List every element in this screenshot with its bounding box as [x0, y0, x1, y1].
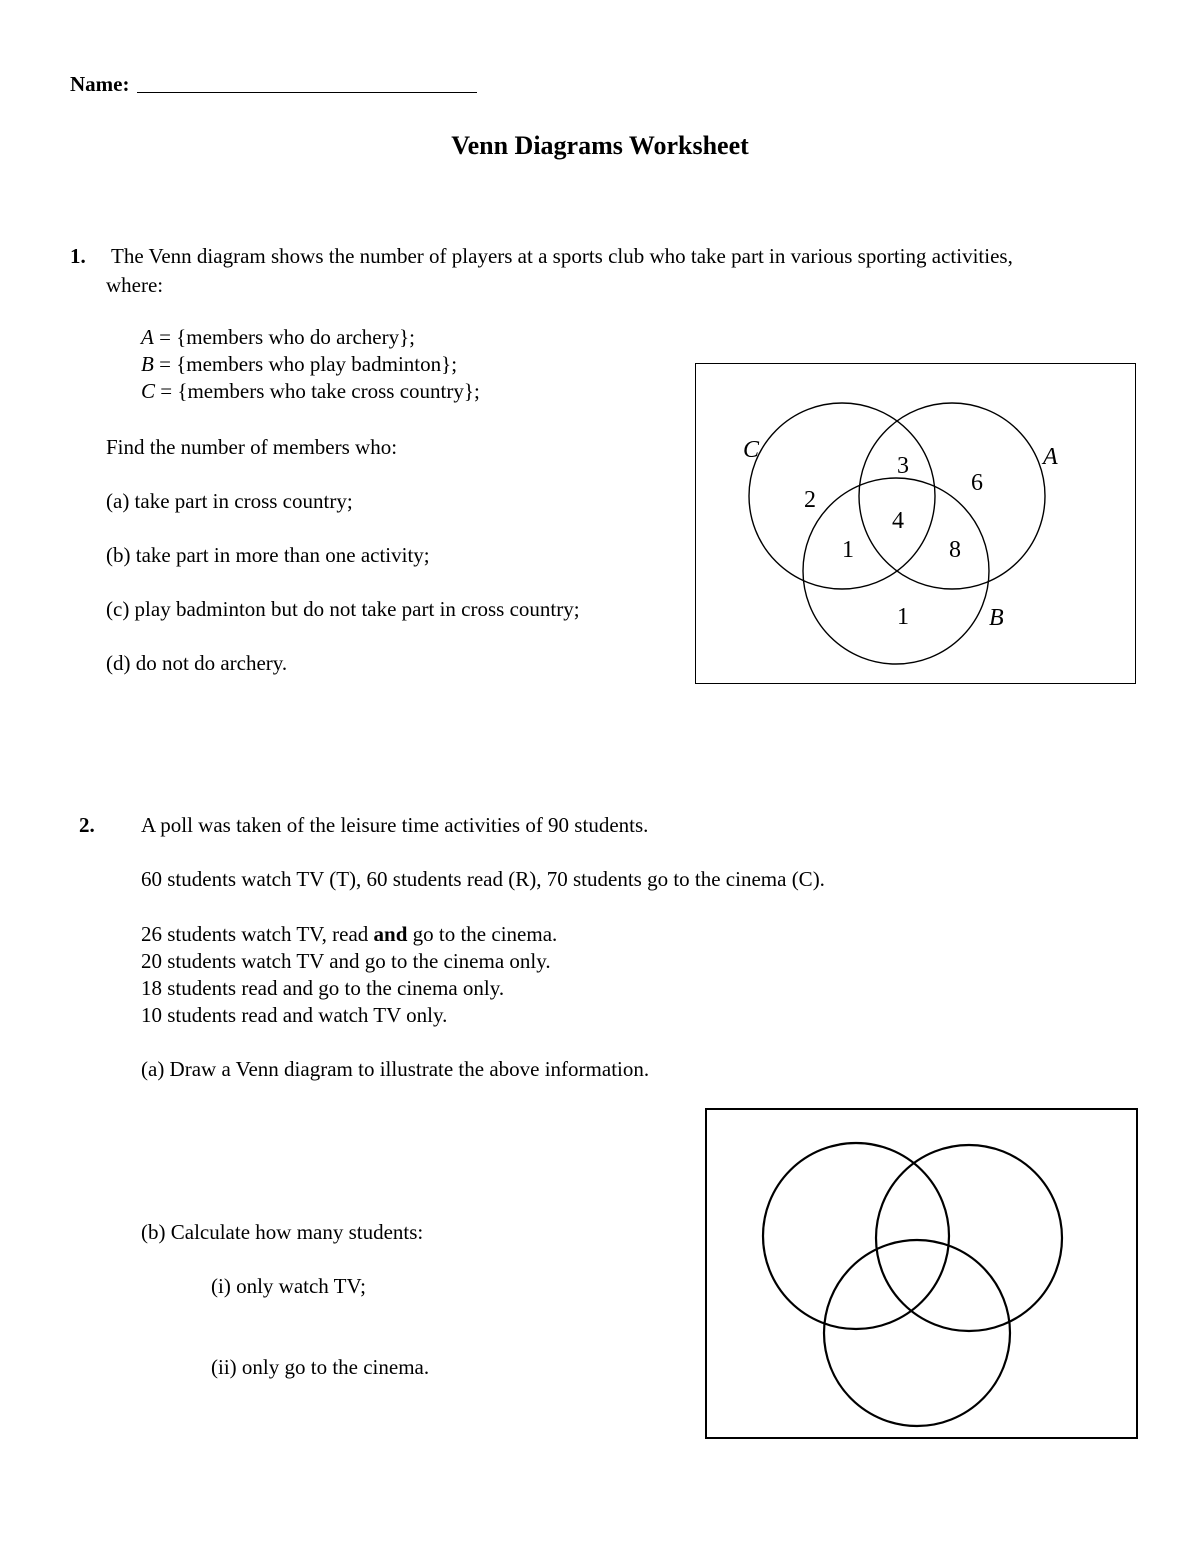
q1-intro-line1: The Venn diagram shows the number of players at a sports club who take part in various sporting activities,: [111, 244, 1013, 268]
q2-part-b-ii: (ii) only go to the cinema.: [211, 1355, 430, 1379]
q2-blank-venn-diagram[interactable]: [705, 1108, 1138, 1439]
blank-venn-circle-bottom: [824, 1240, 1010, 1426]
q2-fact-1-pre: 26 students watch TV, read: [141, 922, 374, 946]
name-label: Name:: [70, 72, 130, 96]
blank-venn-circle-left: [763, 1143, 949, 1329]
blank-venn-circle-right: [876, 1145, 1062, 1331]
q1-part-b: (b) take part in more than one activity;: [106, 543, 430, 567]
q1-venn-svg: [695, 363, 1136, 684]
venn-region-a-only: 6: [970, 469, 983, 496]
venn-region-c-b: 1: [841, 536, 854, 563]
set-b-symbol: B: [141, 352, 154, 376]
q1-number: 1.: [70, 244, 86, 268]
venn-region-a-b: 8: [948, 536, 961, 563]
q1-part-d: (d) do not do archery.: [106, 651, 288, 675]
venn-region-c-only: 2: [803, 486, 816, 513]
q2-number: 2.: [79, 813, 95, 837]
venn-region-c-a: 3: [896, 452, 909, 479]
venn-region-b-only: 1: [896, 603, 909, 630]
q1-part-a: (a) take part in cross country;: [106, 489, 353, 513]
q2-fact-3: 18 students read and go to the cinema only.: [141, 976, 505, 1000]
q2-part-a: (a) Draw a Venn diagram to illustrate the above information.: [141, 1057, 650, 1081]
q2-intro: A poll was taken of the leisure time activities of 90 students.: [141, 813, 649, 837]
q1-set-c-definition: [141, 379, 480, 404]
set-b-text: = {members who play badminton};: [153, 352, 458, 376]
q2-part-b: (b) Calculate how many students:: [141, 1220, 424, 1244]
q1-intro-line2: where:: [106, 273, 164, 297]
venn-label-b: B: [988, 604, 1004, 631]
q2-fact-1: [141, 922, 557, 947]
q2-fact-1-bold: and: [373, 922, 408, 946]
q1-set-b-definition: [141, 352, 457, 377]
name-field-line[interactable]: [137, 92, 477, 93]
q2-venn-svg: [705, 1108, 1138, 1439]
q2-fact-2: 20 students watch TV and go to the cinema only.: [141, 949, 551, 973]
venn-label-a: A: [1042, 443, 1058, 470]
q1-set-a-definition: [141, 325, 415, 350]
set-a-text: = {members who do archery};: [153, 325, 416, 349]
q1-find-prompt: Find the number of members who:: [106, 435, 398, 459]
q2-totals: 60 students watch TV (T), 60 students read (R), 70 students go to the cinema (C).: [141, 867, 825, 891]
set-a-symbol: A: [141, 325, 154, 349]
page-title: Venn Diagrams Worksheet: [451, 131, 749, 160]
q2-fact-1-post: go to the cinema.: [407, 922, 558, 946]
set-c-symbol: C: [141, 379, 156, 403]
set-c-text: = {members who take cross country};: [155, 379, 480, 403]
venn-label-c: C: [742, 436, 759, 463]
venn-region-all-three: 4: [891, 507, 904, 534]
q2-fact-4: 10 students read and watch TV only.: [141, 1003, 448, 1027]
q2-part-b-i: (i) only watch TV;: [211, 1274, 366, 1298]
q1-venn-diagram: [695, 363, 1136, 684]
q1-part-c: (c) play badminton but do not take part in cross country;: [106, 597, 580, 621]
